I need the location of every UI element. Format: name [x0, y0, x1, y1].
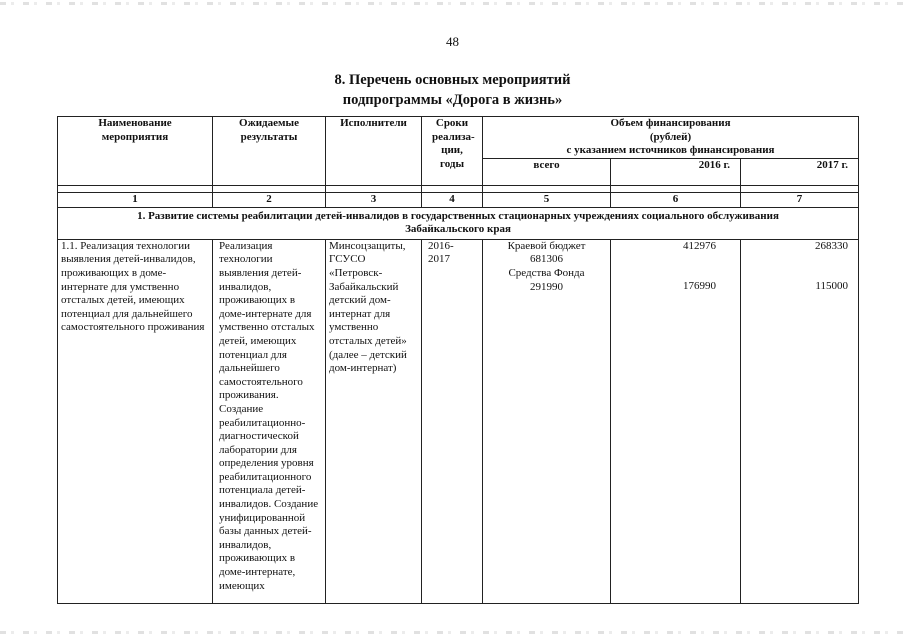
header-expected-results: Ожидаемые результаты: [213, 117, 326, 186]
scan-noise-bottom: [0, 631, 905, 634]
funding-total-cell: [483, 239, 611, 603]
fund-2017: 115000: [815, 280, 848, 293]
column-number: 6: [611, 193, 741, 208]
regional-budget-total: 681306: [530, 253, 563, 266]
title-line-2: подпрограммы «Дорога в жизнь»: [342, 92, 563, 108]
fund-total: 291990: [530, 280, 563, 293]
header-funding-line-1: Объем финансирования: [610, 117, 731, 129]
executors: Минсоцзащиты, ГСУСО «Петровск-Забайкальский детский дом-интернат для умственно отсталых детей» (далее – детский дом-интернат): [326, 239, 422, 603]
column-number: 5: [483, 193, 611, 208]
expected-results: Реализация технологии выявления детей-инвалидов, проживающих в доме-интернате для умственно отсталых детей, имеющих потенциал для дальнейшего самостоятельного проживания. Создание реабилитационно-диагностической лаборатории для определения уровня реабилитационного потенциала детей-инвалидов. Создание унифицированной базы данных детей-инвалидов, проживающих в доме-интернате, имеющих: [213, 239, 326, 603]
column-number: 7: [741, 193, 859, 208]
page-title: [0, 70, 905, 110]
section-row: [58, 207, 859, 239]
regional-budget-2017: 268330: [815, 239, 848, 252]
fund-2016: 176990: [683, 280, 716, 293]
header-row-1: [58, 117, 859, 159]
header-funding-line-3: с указанием источников финансирования: [566, 144, 775, 157]
column-number: 2: [213, 193, 326, 208]
column-numbers-row: [58, 193, 859, 208]
period: 2016-2017: [422, 239, 483, 603]
header-funding-line-2: (рублей): [649, 130, 692, 143]
scan-noise-top: [0, 2, 905, 5]
section-heading-line-2: Забайкальского края: [405, 223, 511, 236]
section-heading: [58, 207, 859, 239]
header-total: всего: [483, 159, 611, 186]
header-executors: Исполнители: [326, 117, 422, 186]
column-number: 4: [422, 193, 483, 208]
section-heading-line-1: 1. Развитие системы реабилитации детей-инвалидов в государственных стационарных учреждениях социального обслуживания: [137, 209, 779, 222]
activity-name: 1.1. Реализация технологии выявления детей-инвалидов, проживающих в доме-интернате для умственно отсталых детей, имеющих потенциал для дальнейшего самостоятельного проживания: [58, 239, 213, 603]
header-period: Сроки реализа-ции, годы: [422, 117, 483, 186]
source-fund: Средства Фонда: [508, 266, 585, 279]
funding-2016-cell: [611, 239, 741, 603]
page-number: 48: [446, 34, 459, 49]
title-line-1: 8. Перечень основных мероприятий: [334, 72, 571, 88]
source-regional-budget: Краевой бюджет: [507, 239, 586, 252]
activities-table: [57, 116, 859, 604]
spacer-row: [58, 186, 859, 193]
header-activity-name: Наименование мероприятия: [58, 117, 213, 186]
funding-2017-cell: [741, 239, 859, 603]
header-year-2017: 2017 г.: [741, 159, 859, 186]
column-number: 1: [58, 193, 213, 208]
activity-row: [58, 239, 859, 603]
column-number: 3: [326, 193, 422, 208]
header-funding: [483, 117, 859, 159]
header-year-2016: 2016 г.: [611, 159, 741, 186]
regional-budget-2016: 412976: [683, 239, 716, 252]
